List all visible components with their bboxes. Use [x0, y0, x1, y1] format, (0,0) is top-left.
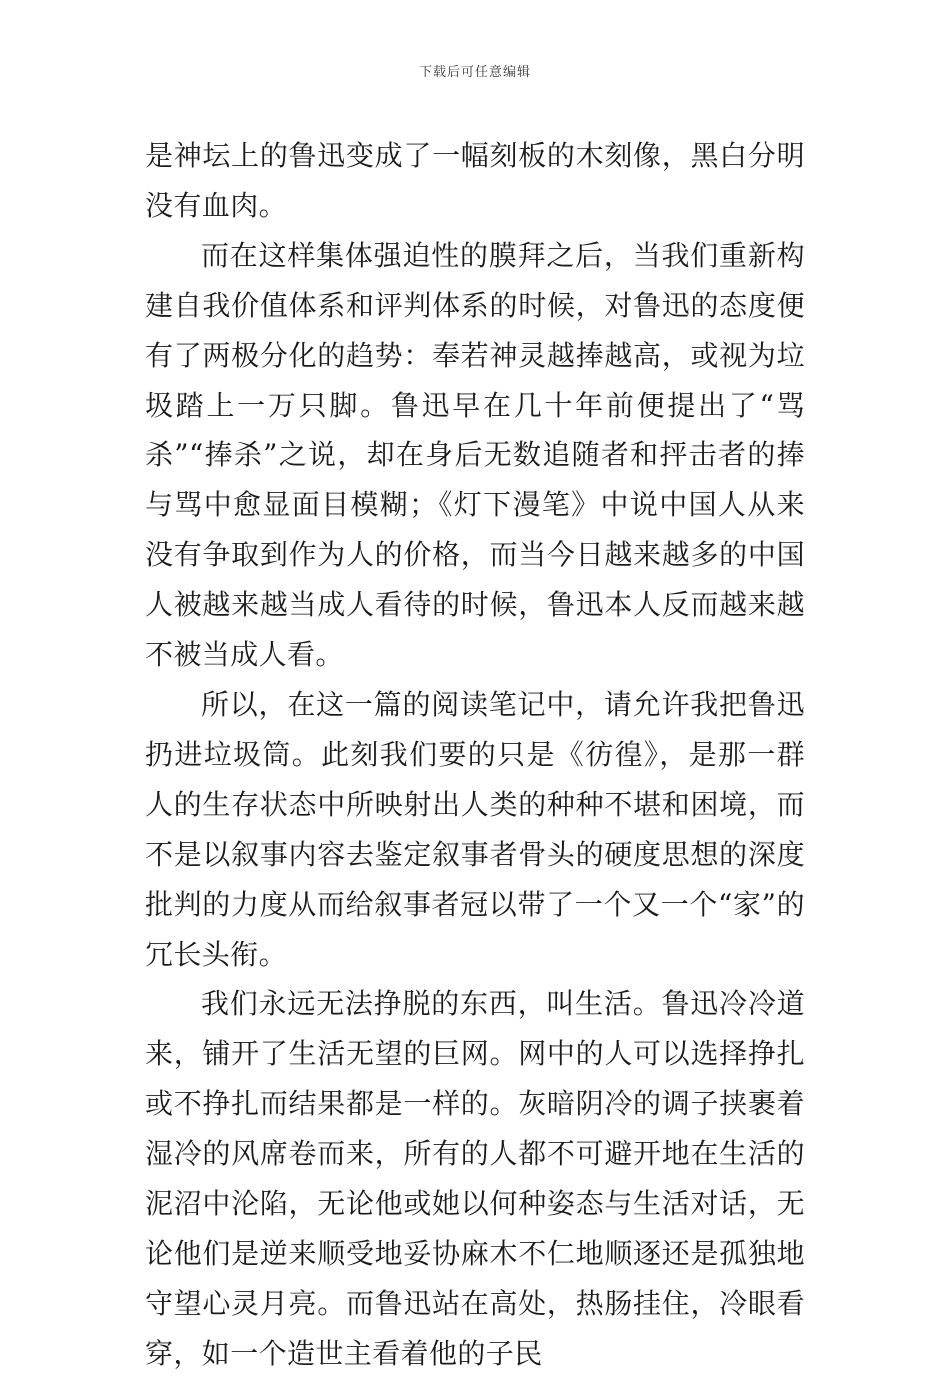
body-text — [145, 131, 805, 1379]
paragraph-1: 是神坛上的鲁迅变成了一幅刻板的木刻像，黑白分明没有血肉。 — [145, 139, 805, 222]
paragraph-4: 我们永远无法挣脱的东西，叫生活。鲁迅冷冷道来，铺开了生活无望的巨网。网中的人可以选择挣扎或不挣扎而结果都是一样的。灰暗阴冷的调子挟裹着湿冷的风席卷而来，所有的人都不可避开地在生活的泥沼中沦陷，无论他或她以何种姿态与生活对话，无论他们是逆来顺受地妥协麻木不仁地顺逐还是孤独地守望心灵月亮。而鲁迅站在高处，热肠挂住，冷眼看穿，如一个造世主看着他的子民 — [145, 987, 805, 1370]
page-header-note: 下载后可任意编辑 — [418, 65, 531, 80]
paragraph-3: 所以，在这一篇的阅读笔记中，请允许我把鲁迅扔进垃圾筒。此刻我们要的只是《彷徨》，是那一群人的生存状态中所映射出人类的种种不堪和困境，而不是以叙事内容去鉴定叙事者骨头的硬度思想的深度批判的力度从而给叙事者冠以带了一个又一个“家”的冗长头衔。 — [145, 687, 805, 971]
paragraph-2: 而在这样集体强迫性的膜拜之后，当我们重新构建自我价值体系和评判体系的时候，对鲁迅的态度便有了两极分化的趋势：奉若神灵越捧越高，或视为垃圾踏上一万只脚。鲁迅早在几十年前便提出了“骂杀”“捧杀”之说，却在身后无数追随者和抨击者的捧与骂中愈显面目模糊；《灯下漫笔》中说中国人从来没有争取到作为人的价格，而当今日越来越多的中国人被越来越当成人看待的时候，鲁迅本人反而越来越不被当成人看。 — [145, 238, 805, 672]
